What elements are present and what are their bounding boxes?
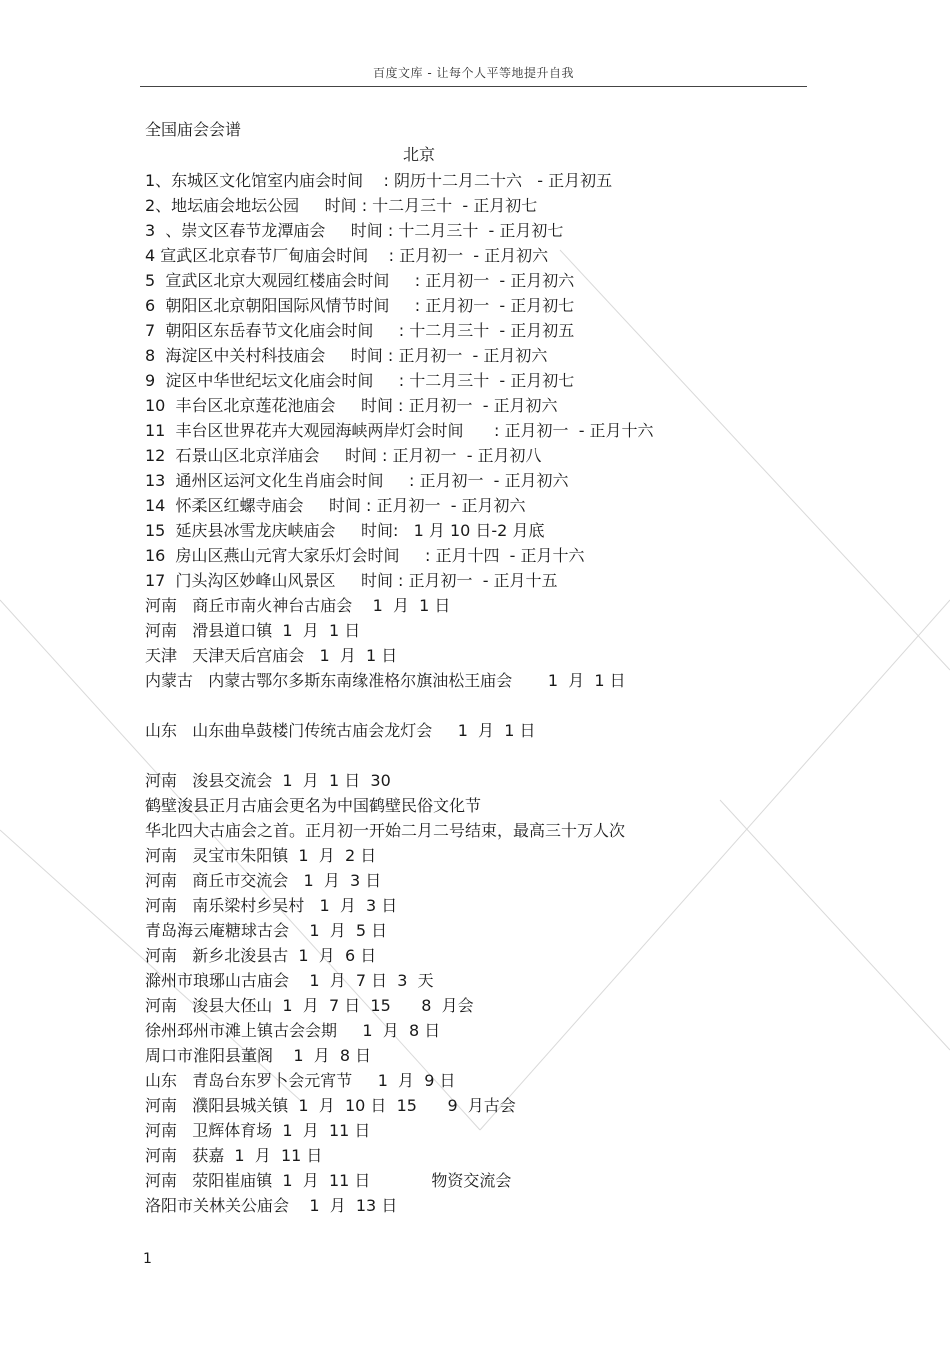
list-item: 9 淀区中华世纪坛文化庙会时间 : 十二月三十 - 正月初七 — [145, 371, 575, 390]
list-item: 河南 浚县交流会 1 月 1 日 30 — [145, 771, 391, 790]
list-item: 17 门头沟区妙峰山风景区 时间 : 正月初一 - 正月十五 — [145, 571, 558, 590]
list-item: 内蒙古 内蒙古鄂尔多斯东南缘准格尔旗油松王庙会 1 月 1 日 — [145, 671, 626, 690]
section-title: 北京 — [403, 145, 436, 164]
list-item: 10 丰台区北京莲花池庙会 时间 : 正月初一 - 正月初六 — [145, 396, 558, 415]
list-item: 5 宣武区北京大观园红楼庙会时间 : 正月初一 - 正月初六 — [145, 271, 575, 290]
list-item: 山东 山东曲阜鼓楼门传统古庙会龙灯会 1 月 1 日 — [145, 721, 536, 740]
list-item: 14 怀柔区红螺寺庙会 时间 : 正月初一 - 正月初六 — [145, 496, 526, 515]
list-item: 4 宣武区北京春节厂甸庙会时间 : 正月初一 - 正月初六 — [145, 246, 549, 265]
list-item: 13 通州区运河文化生肖庙会时间 : 正月初一 - 正月初六 — [145, 471, 569, 490]
list-item: 河南 卫辉体育场 1 月 11 日 — [145, 1121, 371, 1140]
header-divider — [140, 86, 807, 87]
temple-fair-list — [145, 168, 654, 1218]
list-item: 3 、崇文区春节龙潭庙会 时间 : 十二月三十 - 正月初七 — [145, 221, 564, 240]
list-item: 河南 南乐梁村乡吴村 1 月 3 日 — [145, 896, 398, 915]
list-item: 鹤壁浚县正月古庙会更名为中国鹤壁民俗文化节 — [145, 796, 482, 815]
list-item: 徐州邳州市滩上镇古会会期 1 月 8 日 — [145, 1021, 441, 1040]
list-item: 河南 新乡北浚县古 1 月 6 日 — [145, 946, 377, 965]
list-item: 山东 青岛台东罗卜会元宵节 1 月 9 日 — [145, 1071, 456, 1090]
list-item: 河南 灵宝市朱阳镇 1 月 2 日 — [145, 846, 377, 865]
list-item: 河南 获嘉 1 月 11 日 — [145, 1146, 323, 1165]
list-item: 华北四大古庙会之首。正月初一开始二月二号结束，最高三十万人次 — [145, 821, 626, 840]
list-item: 河南 滑县道口镇 1 月 1 日 — [145, 621, 361, 640]
list-item: 洛阳市关林关公庙会 1 月 13 日 — [145, 1196, 398, 1215]
list-item: 河南 商丘市交流会 1 月 3 日 — [145, 871, 382, 890]
list-item: 河南 浚县大伾山 1 月 7 日 15 8 月会 — [145, 996, 474, 1015]
list-item: 1、东城区文化馆室内庙会时间 : 阴历十二月二十六 - 正月初五 — [145, 171, 613, 190]
document-title: 全国庙会会谱 — [145, 120, 242, 139]
list-item: 11 丰台区世界花卉大观园海峡两岸灯会时间 : 正月初一 - 正月十六 — [145, 421, 654, 440]
blank-line — [145, 743, 654, 768]
list-item: 8 海淀区中关村科技庙会 时间 : 正月初一 - 正月初六 — [145, 346, 548, 365]
list-item: 青岛海云庵糖球古会 1 月 5 日 — [145, 921, 388, 940]
list-item: 2、地坛庙会地坛公园 时间 : 十二月三十 - 正月初七 — [145, 196, 538, 215]
list-item: 天津 天津天后宫庙会 1 月 1 日 — [145, 646, 398, 665]
page-number: 1 — [143, 1251, 152, 1267]
list-item: 河南 商丘市南火神台古庙会 1 月 1 日 — [145, 596, 451, 615]
page-header: 百度文库 - 让每个人平等地提升自我 — [373, 66, 574, 80]
blank-line — [145, 693, 654, 718]
list-item: 12 石景山区北京洋庙会 时间 : 正月初一 - 正月初八 — [145, 446, 542, 465]
list-item: 6 朝阳区北京朝阳国际风情节时间 : 正月初一 - 正月初七 — [145, 296, 575, 315]
list-item: 河南 濮阳县城关镇 1 月 10 日 15 9 月古会 — [145, 1096, 516, 1115]
list-item: 16 房山区燕山元宵大家乐灯会时间 : 正月十四 - 正月十六 — [145, 546, 585, 565]
list-item: 7 朝阳区东岳春节文化庙会时间 : 十二月三十 - 正月初五 — [145, 321, 575, 340]
list-item: 滁州市琅琊山古庙会 1 月 7 日 3 天 — [145, 971, 434, 990]
list-item: 15 延庆县冰雪龙庆峡庙会 时间: 1 月 10 日-2 月底 — [145, 521, 545, 540]
list-item: 周口市淮阳县董阁 1 月 8 日 — [145, 1046, 372, 1065]
list-item: 河南 荥阳崔庙镇 1 月 11 日 物资交流会 — [145, 1171, 512, 1190]
